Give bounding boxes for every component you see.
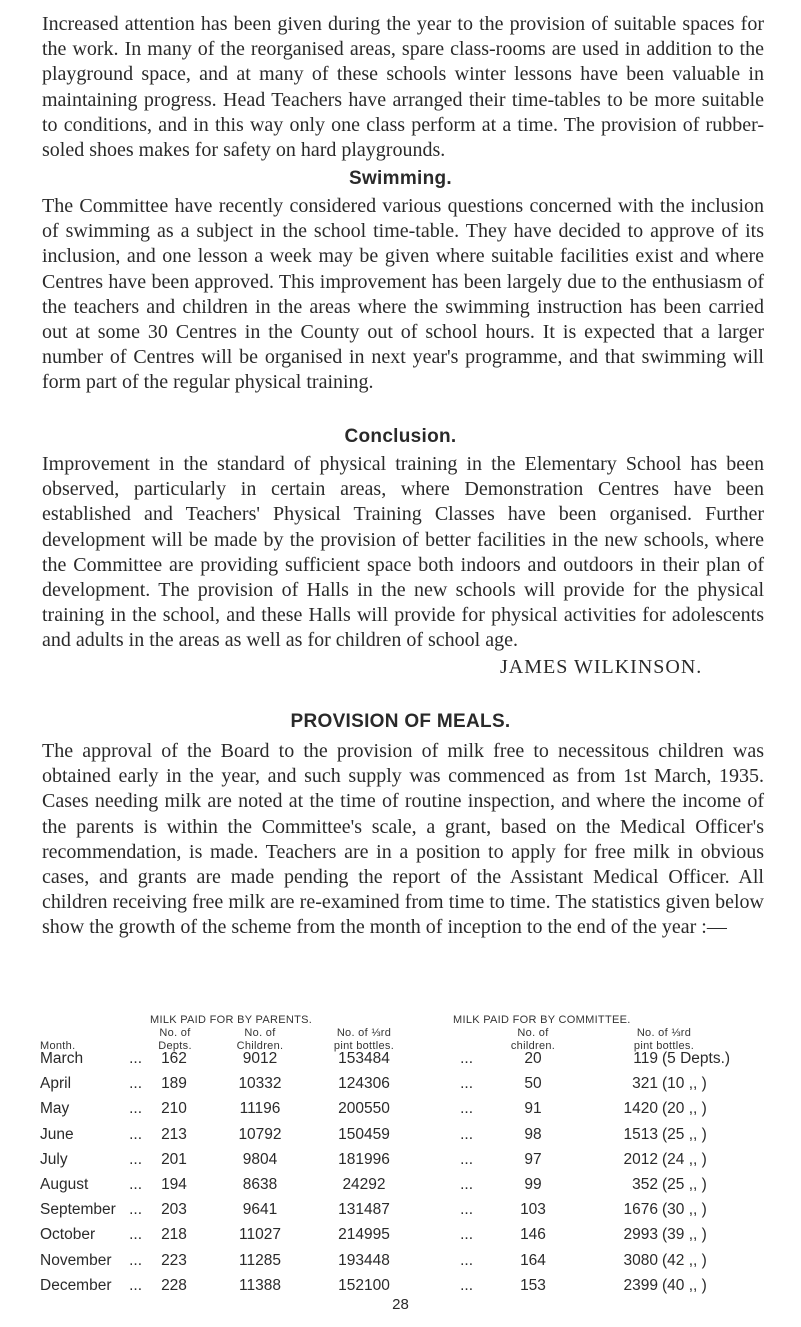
bottles-cell: 181996 [338,1150,390,1168]
leader-dots-2: ... [460,1125,473,1143]
c-children-cell: 103 [520,1201,546,1219]
conclusion-heading: Conclusion. [344,426,457,447]
depts-cell: 223 [161,1251,187,1269]
bottles-cell: 131487 [338,1201,390,1219]
month-cell: May [40,1100,70,1118]
children-cell: 9012 [242,1050,278,1067]
leader-dots: ... [129,1100,142,1118]
leader-dots-2: ... [460,1050,473,1067]
bottles-cell: 153484 [338,1050,390,1067]
c-bottles-cell: 3080 [623,1251,658,1269]
col-c-children-header-1: No. of [517,1027,549,1039]
c-depts-cell: (30 ,, ) [662,1201,707,1219]
children-cell: 9804 [242,1150,278,1168]
c-bottles-cell: 1420 [623,1100,658,1118]
leader-dots: ... [129,1125,142,1143]
depts-cell: 189 [161,1075,187,1093]
c-bottles-cell: 1513 [623,1125,658,1143]
col-c-bottles-header-2: pint bottles. [633,1040,695,1052]
leader-dots-2: ... [460,1251,473,1269]
leader-dots-2: ... [460,1150,473,1168]
c-depts-cell: (24 ,, ) [662,1150,707,1168]
c-children-cell: 153 [520,1276,546,1294]
depts-cell: 213 [161,1125,187,1143]
col-bottles-header-1: No. of ⅓rd [336,1027,392,1039]
leader-dots: ... [129,1251,142,1269]
children-cell: 10792 [238,1125,282,1143]
c-depts-cell: (10 ,, ) [662,1075,707,1093]
leader-dots-2: ... [460,1075,473,1093]
c-children-cell: 146 [520,1226,546,1244]
c-depts-cell: (25 ,, ) [662,1125,707,1143]
month-cell: November [40,1251,112,1269]
depts-cell: 218 [161,1226,187,1244]
table-row [0,1151,801,1177]
depts-cell: 201 [161,1150,187,1168]
month-cell: April [40,1075,72,1093]
c-children-cell: 98 [524,1125,542,1143]
children-cell: 11285 [239,1251,281,1269]
leader-dots-2: ... [460,1100,473,1118]
c-depts-cell: (25 ,, ) [662,1176,707,1193]
meals-paragraph: The approval of the Board to the provision of milk free to necessitous children was obtained early in the year, and such supply was commenced as from 1st March, 1935. Cases needing milk are noted at the time of routine inspection, and where the income of the parents is within the Committee's scale, a grant, based on the Medical Officer's recommendation, is made. Teachers are in a position to apply for free milk in obvious cases, and grants are made pending the report of the Assistant Medical Officer. All children receiving free milk are re-examined from time to time. The statistics given below show the growth of the scheme from the month of inception to the end of the year :— [42,740,764,939]
leader-dots: ... [129,1075,142,1093]
bottles-cell: 124306 [338,1075,390,1093]
bottles-cell: 193448 [338,1251,390,1269]
depts-cell: 194 [161,1176,187,1193]
children-cell: 11388 [239,1276,281,1294]
table-row [0,1226,801,1252]
col-c-children-header-2: children. [510,1040,556,1052]
leader-dots: ... [129,1226,142,1244]
leader-dots-2: ... [460,1176,473,1193]
depts-cell: 228 [161,1276,187,1294]
meals-heading: PROVISION OF MEALS. [290,711,511,732]
c-children-cell: 20 [524,1050,542,1067]
leader-dots-2: ... [460,1276,473,1294]
intro-paragraph: Increased attention has been given during the year to the provision of suitable spaces for the work. In many of the reorganised areas, spare class-rooms are used in addition to the playground space, and at many of these schools winter lessons have been valuable in maintaining progress. Head Teachers have arranged their time-tables to be more suitable to conditions, and in this way only one class perform at a time. The provision of rubber-soled shoes makes for safety on hard playgrounds. [42,13,764,162]
month-cell: June [40,1125,74,1143]
swimming-paragraph: The Committee have recently considered various questions concerned with the inclusion of swimming as a subject in the school time-table. They have decided to approve of its inclusion, and one lesson a week may be given where suitable facilities exist and where Centres have been approved. This improvement has been largely due to the enthusiasm of the teachers and children in the areas where the swimming instruction has been carried out at some 30 Centres in the County out of school hours. It is expected that a larger number of Centres will be organised in next year's programme, and that swimming will form part of the regular physical training. [42,195,764,394]
c-bottles-cell: 321 [632,1075,658,1093]
col-bottles-header-2: pint bottles. [333,1040,395,1052]
month-cell: December [40,1276,112,1294]
signature: JAMES WILKINSON. [500,656,703,678]
depts-cell: 203 [161,1201,187,1219]
c-bottles-cell: 119 [633,1050,658,1067]
c-depts-cell: (42 ,, ) [662,1251,707,1269]
bottles-cell: 214995 [338,1226,390,1244]
page-number: 28 [392,1296,409,1313]
children-cell: 11196 [239,1100,281,1118]
leader-dots: ... [129,1201,142,1219]
month-cell: March [40,1050,84,1067]
swimming-heading: Swimming. [349,168,452,189]
conclusion-paragraph: Improvement in the standard of physical training in the Elementary School has been observed, particularly in certain areas, where Demonstration Centres have been established and Teachers' Physical Training Classes have been organised. Further development will be made by the provision of better facilities in the new schools, where the Committee are providing sufficient space both indoors and outdoors in their plan of development. The provision of Halls in the new schools will provide for the physical training in the school, and these Halls will provide for physical activities for adolescents and adults in the areas as well as for children of school age. [42,453,764,652]
table-row [0,1075,801,1101]
month-cell: August [40,1176,89,1193]
c-children-cell: 164 [520,1251,546,1269]
depts-cell: 210 [161,1100,187,1118]
col-children-header-1: No. of [244,1027,276,1039]
c-bottles-cell: 1676 [623,1201,658,1219]
c-children-cell: 50 [524,1075,542,1093]
group-header-committee: MILK PAID FOR BY COMMITTEE. [453,1014,631,1026]
leader-dots: ... [129,1176,142,1193]
children-cell: 9641 [242,1201,278,1219]
month-cell: October [40,1226,96,1244]
leader-dots-2: ... [460,1226,473,1244]
bottles-cell: 150459 [338,1125,390,1143]
c-depts-cell: (39 ,, ) [662,1226,707,1244]
c-bottles-cell: 2399 [623,1276,658,1294]
bottles-cell: 24292 [342,1176,386,1193]
leader-dots: ... [129,1050,142,1067]
c-depts-cell: (5 Depts.) [662,1050,731,1067]
col-c-bottles-header-1: No. of ⅓rd [636,1027,692,1039]
month-cell: September [40,1201,116,1219]
table-row [0,1100,801,1126]
group-header-parents: MILK PAID FOR BY PARENTS. [150,1014,313,1026]
col-month-header: Month. [40,1040,76,1052]
c-bottles-cell: 2012 [623,1150,658,1168]
table-row [0,1252,801,1278]
table-row [0,1176,801,1202]
bottles-cell: 152100 [338,1276,390,1294]
table-row [0,1126,801,1152]
c-depts-cell: (40 ,, ) [662,1276,707,1294]
c-children-cell: 91 [524,1100,542,1118]
c-children-cell: 99 [524,1176,542,1193]
leader-dots: ... [129,1276,142,1294]
col-depts-header-1: No. of [159,1027,191,1039]
bottles-cell: 200550 [338,1100,390,1118]
month-cell: July [40,1150,68,1168]
leader-dots-2: ... [460,1201,473,1219]
c-children-cell: 97 [524,1150,542,1168]
children-cell: 11027 [239,1226,281,1244]
children-cell: 10332 [238,1075,282,1093]
col-depts-header-2: Depts. [158,1040,192,1052]
c-bottles-cell: 352 [632,1176,658,1193]
c-bottles-cell: 2993 [623,1226,658,1244]
depts-cell: 162 [161,1050,187,1067]
leader-dots: ... [129,1150,142,1168]
table-row [0,1201,801,1227]
col-children-header-2: Children. [236,1040,284,1052]
c-depts-cell: (20 ,, ) [662,1100,707,1118]
children-cell: 8638 [242,1176,278,1193]
table-row [0,1050,801,1076]
